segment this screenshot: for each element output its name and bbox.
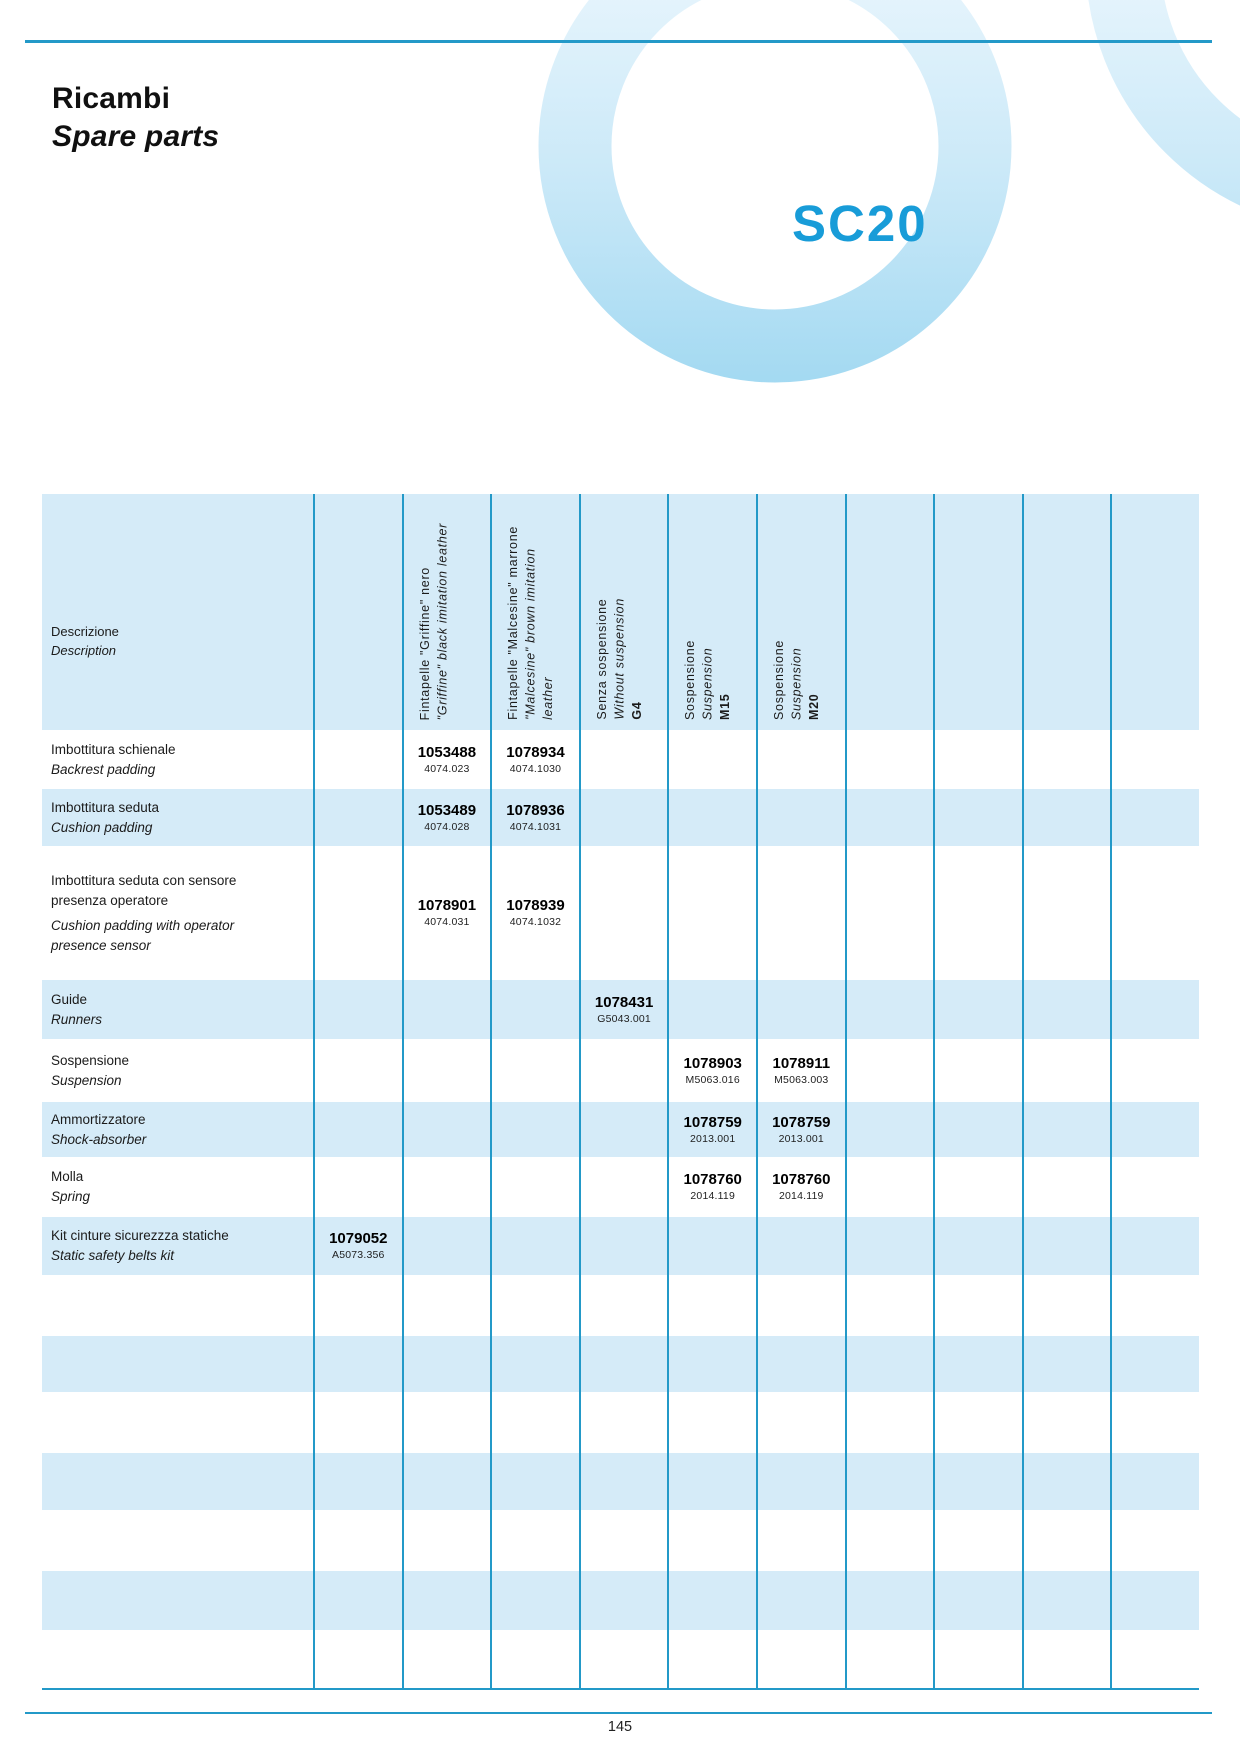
- part-number: 1078760: [772, 1171, 831, 1188]
- column-header-extra-5: [1110, 494, 1199, 730]
- part-cell: [845, 1102, 934, 1157]
- part-cell: [402, 846, 491, 980]
- part-cell: [579, 846, 668, 980]
- description-italian: Imbottitura schienale: [51, 741, 176, 757]
- part-cell: [313, 846, 402, 980]
- row-description: [42, 846, 313, 980]
- empty-cell: [402, 1571, 491, 1630]
- part-cell: [756, 846, 845, 980]
- part-cell: [845, 1217, 934, 1275]
- empty-cell: [1110, 1571, 1199, 1630]
- empty-cell: [579, 1336, 668, 1392]
- empty-cell: [490, 1510, 579, 1571]
- part-cell: [933, 1102, 1022, 1157]
- part-code: 4074.023: [424, 762, 470, 775]
- header-line: Suspension: [700, 647, 715, 720]
- part-code: 4074.1030: [509, 762, 562, 775]
- part-code: A5073.356: [331, 1249, 385, 1261]
- table-row: [42, 1157, 1199, 1217]
- empty-cell: [1022, 1453, 1111, 1510]
- ring-circle-right: [1123, 0, 1240, 195]
- row-description: [42, 730, 313, 789]
- empty-cell: [1110, 1392, 1199, 1453]
- rotated-header-text: [682, 640, 735, 720]
- part-code: 4074.031: [424, 916, 470, 928]
- part-number: 1078911: [772, 1054, 831, 1072]
- empty-cell: [490, 1392, 579, 1453]
- column-header-without-suspension-g4: [579, 494, 668, 730]
- empty-cell: [756, 1453, 845, 1510]
- empty-row: [42, 1336, 1199, 1392]
- empty-cell: [313, 1510, 402, 1571]
- empty-cell: [667, 1275, 756, 1336]
- part-cell: [756, 1102, 845, 1157]
- empty-cell: [579, 1571, 668, 1630]
- part-cell: [1110, 730, 1199, 789]
- empty-cell: [1110, 1453, 1199, 1510]
- part-cell: [1110, 846, 1199, 980]
- part-cell: [756, 1039, 845, 1102]
- part-cell: [402, 789, 491, 846]
- empty-cell: [313, 1453, 402, 1510]
- description-italian: Imbottitura seduta: [51, 799, 160, 815]
- empty-cell: [845, 1336, 934, 1392]
- empty-cell: [579, 1275, 668, 1336]
- part-cell: [490, 1102, 579, 1157]
- empty-row: [42, 1630, 1199, 1688]
- part-cell: [845, 980, 934, 1039]
- empty-cell: [42, 1453, 313, 1510]
- part-cell: [933, 1217, 1022, 1275]
- part-cell: [845, 789, 934, 846]
- part-cell: [667, 1217, 756, 1275]
- empty-cell: [667, 1630, 756, 1688]
- table-row: [42, 1039, 1199, 1102]
- row-description: [42, 1157, 313, 1217]
- column-header-malcesine-brown: [490, 494, 579, 730]
- empty-cell: [1022, 1571, 1111, 1630]
- page-number: 145: [607, 1719, 633, 1735]
- part-cell: [845, 846, 934, 980]
- rotated-header-text: [505, 526, 558, 720]
- part-cell: [1022, 1157, 1111, 1217]
- part-cell: [579, 980, 668, 1039]
- empty-cell: [756, 1275, 845, 1336]
- part-code: 4074.1031: [509, 820, 562, 833]
- description-english: Shock-absorber: [51, 1131, 147, 1147]
- empty-cell: [845, 1571, 934, 1630]
- part-cell: [667, 980, 756, 1039]
- description-english: Suspension: [51, 1072, 122, 1088]
- part-cell: [756, 980, 845, 1039]
- header-line: M15: [718, 693, 733, 720]
- part-code: M5063.016: [685, 1073, 740, 1086]
- part-code: 4074.028: [424, 820, 470, 833]
- header-line: G4: [629, 701, 644, 720]
- part-cell: [1110, 1217, 1199, 1275]
- part-cell: [313, 789, 402, 846]
- description-italian: Sospensione: [51, 1052, 130, 1068]
- part-number: 1078903: [683, 1054, 742, 1072]
- table-row: [42, 789, 1199, 846]
- part-cell: [1110, 1157, 1199, 1217]
- part-code: G5043.001: [597, 1012, 651, 1025]
- part-cell: [1022, 1217, 1111, 1275]
- table-row: [42, 846, 1199, 980]
- part-cell: [402, 1102, 491, 1157]
- empty-row: [42, 1453, 1199, 1510]
- top-rule: [25, 40, 1212, 43]
- empty-cell: [756, 1510, 845, 1571]
- header-line: "Malcesine" brown imitation: [523, 548, 538, 720]
- part-code: 2014.119: [778, 1190, 824, 1202]
- empty-row: [42, 1392, 1199, 1453]
- empty-cell: [402, 1336, 491, 1392]
- empty-cell: [313, 1571, 402, 1630]
- part-number: 1053489: [417, 801, 477, 819]
- description-italian: presenza operatore: [51, 892, 169, 908]
- description-header-english: Description: [51, 643, 117, 658]
- empty-cell: [756, 1336, 845, 1392]
- empty-cell: [42, 1510, 313, 1571]
- parts-table: [42, 494, 1199, 1690]
- empty-cell: [667, 1392, 756, 1453]
- table-row: [42, 730, 1199, 789]
- empty-cell: [42, 1275, 313, 1336]
- empty-cell: [579, 1630, 668, 1688]
- part-number: 1078934: [506, 743, 565, 761]
- empty-cell: [933, 1630, 1022, 1688]
- empty-cell: [933, 1510, 1022, 1571]
- empty-cell: [313, 1275, 402, 1336]
- empty-cell: [313, 1392, 402, 1453]
- part-cell: [933, 980, 1022, 1039]
- empty-row: [42, 1571, 1199, 1630]
- description-english: Runners: [51, 1011, 103, 1027]
- empty-cell: [42, 1392, 313, 1453]
- empty-cell: [667, 1571, 756, 1630]
- empty-cell: [402, 1510, 491, 1571]
- part-cell: [402, 1157, 491, 1217]
- description-english: Backrest padding: [51, 761, 156, 777]
- part-cell: [313, 980, 402, 1039]
- header-line: Fintapelle "Malcesine" marrone: [506, 526, 521, 720]
- empty-cell: [845, 1630, 934, 1688]
- empty-cell: [756, 1392, 845, 1453]
- part-cell: [667, 1102, 756, 1157]
- part-cell: [490, 730, 579, 789]
- empty-cell: [490, 1630, 579, 1688]
- empty-cell: [845, 1453, 934, 1510]
- description-english: Static safety belts kit: [51, 1248, 175, 1263]
- part-cell: [402, 1217, 491, 1275]
- ring-circle-left: [575, 0, 975, 346]
- part-cell: [1022, 846, 1111, 980]
- part-number: 1078760: [683, 1171, 742, 1188]
- part-cell: [933, 1157, 1022, 1217]
- description-italian: Kit cinture sicurezzza statiche: [51, 1228, 229, 1243]
- model-code: SC20: [792, 195, 928, 252]
- page-title-italian: Ricambi: [52, 82, 171, 115]
- part-cell: [313, 730, 402, 789]
- column-header-extra-1: [313, 494, 402, 730]
- table-header-row: [42, 494, 1199, 730]
- empty-cell: [490, 1571, 579, 1630]
- description-english: Cushion padding: [51, 819, 153, 835]
- column-header-suspension-m15: [667, 494, 756, 730]
- empty-cell: [42, 1336, 313, 1392]
- part-number: 1079052: [329, 1230, 388, 1247]
- column-header-suspension-m20: [756, 494, 845, 730]
- part-cell: [1110, 1102, 1199, 1157]
- description-header-italian: Descrizione: [51, 624, 119, 639]
- part-cell: [313, 1157, 402, 1217]
- part-cell: [579, 730, 668, 789]
- empty-cell: [402, 1630, 491, 1688]
- row-description: [42, 980, 313, 1039]
- part-cell: [313, 1217, 402, 1275]
- empty-cell: [667, 1336, 756, 1392]
- empty-cell: [933, 1392, 1022, 1453]
- empty-cell: [1022, 1392, 1111, 1453]
- part-cell: [490, 1157, 579, 1217]
- header-line: Sospensione: [771, 640, 786, 720]
- part-cell: [845, 1157, 934, 1217]
- part-cell: [1110, 789, 1199, 846]
- part-cell: [402, 1039, 491, 1102]
- empty-cell: [402, 1453, 491, 1510]
- table-row: [42, 1102, 1199, 1157]
- bottom-rule: [25, 1712, 1212, 1714]
- empty-cell: [845, 1392, 934, 1453]
- empty-cell: [490, 1275, 579, 1336]
- part-cell: [579, 1217, 668, 1275]
- description-italian: Ammortizzatore: [51, 1111, 146, 1127]
- part-cell: [933, 730, 1022, 789]
- part-number: 1053488: [417, 743, 477, 761]
- part-cell: [579, 1157, 668, 1217]
- empty-cell: [933, 1453, 1022, 1510]
- part-cell: [402, 730, 491, 789]
- part-cell: [1110, 980, 1199, 1039]
- header-line: Without suspension: [612, 598, 627, 720]
- empty-cell: [845, 1510, 934, 1571]
- rotated-header-text: [594, 598, 647, 720]
- description-italian: Guide: [51, 991, 88, 1007]
- empty-cell: [313, 1630, 402, 1688]
- empty-cell: [667, 1453, 756, 1510]
- description-english: presence sensor: [51, 937, 151, 953]
- rotated-header-text: [771, 640, 824, 720]
- header-line: Fintapelle "Griffine" nero: [417, 566, 432, 720]
- empty-cell: [490, 1453, 579, 1510]
- empty-cell: [667, 1510, 756, 1571]
- part-cell: [756, 730, 845, 789]
- part-cell: [667, 789, 756, 846]
- empty-cell: [579, 1453, 668, 1510]
- column-header-griffine-black: [402, 494, 491, 730]
- part-cell: [756, 789, 845, 846]
- row-description: [42, 789, 313, 846]
- part-cell: [1022, 1102, 1111, 1157]
- part-cell: [667, 1157, 756, 1217]
- empty-cell: [933, 1336, 1022, 1392]
- empty-row: [42, 1275, 1199, 1336]
- empty-cell: [1110, 1275, 1199, 1336]
- part-cell: [490, 789, 579, 846]
- part-cell: [756, 1157, 845, 1217]
- empty-cell: [756, 1571, 845, 1630]
- part-cell: [402, 980, 491, 1039]
- part-code: 2014.119: [690, 1190, 735, 1202]
- part-code: 2013.001: [689, 1132, 736, 1145]
- empty-row: [42, 1510, 1199, 1571]
- description-english: Spring: [51, 1189, 91, 1204]
- part-number: 1078431: [594, 993, 654, 1011]
- empty-cell: [313, 1336, 402, 1392]
- column-header-extra-2: [845, 494, 934, 730]
- table-row: [42, 1217, 1199, 1275]
- rotated-header-text: [417, 523, 452, 720]
- part-cell: [1110, 1039, 1199, 1102]
- empty-cell: [1110, 1510, 1199, 1571]
- part-number: 1078759: [683, 1113, 742, 1131]
- row-description: [42, 1102, 313, 1157]
- table-row: [42, 980, 1199, 1039]
- part-number: 1078901: [417, 897, 477, 914]
- part-cell: [933, 1039, 1022, 1102]
- empty-cell: [579, 1510, 668, 1571]
- header-line: "Griffine" black imitation leather: [435, 522, 450, 720]
- part-cell: [845, 730, 934, 789]
- part-number: 1078939: [506, 897, 565, 914]
- part-code: M5063.003: [774, 1073, 829, 1086]
- empty-cell: [1022, 1630, 1111, 1688]
- header-line: leather: [541, 676, 556, 720]
- header-line: Sospensione: [683, 640, 698, 720]
- empty-cell: [933, 1275, 1022, 1336]
- part-number: 1078936: [506, 801, 565, 819]
- empty-cell: [402, 1275, 491, 1336]
- part-cell: [579, 789, 668, 846]
- row-description: [42, 1039, 313, 1102]
- part-cell: [933, 789, 1022, 846]
- part-cell: [490, 1217, 579, 1275]
- part-cell: [490, 980, 579, 1039]
- column-header-description: [42, 494, 313, 730]
- part-cell: [933, 846, 1022, 980]
- part-cell: [579, 1102, 668, 1157]
- part-cell: [1022, 730, 1111, 789]
- part-cell: [756, 1217, 845, 1275]
- part-cell: [313, 1039, 402, 1102]
- part-cell: [1022, 980, 1111, 1039]
- part-cell: [667, 730, 756, 789]
- description-italian: Molla: [51, 1169, 84, 1184]
- part-cell: [490, 846, 579, 980]
- header-line: M20: [806, 693, 821, 720]
- header-line: Suspension: [789, 647, 804, 720]
- empty-cell: [756, 1630, 845, 1688]
- part-number: 1078759: [772, 1113, 831, 1131]
- empty-cell: [42, 1571, 313, 1630]
- empty-cell: [1110, 1630, 1199, 1688]
- part-cell: [313, 1102, 402, 1157]
- part-cell: [845, 1039, 934, 1102]
- description-italian: Imbottitura seduta con sensore: [51, 872, 237, 888]
- part-cell: [667, 1039, 756, 1102]
- part-cell: [490, 1039, 579, 1102]
- empty-cell: [1022, 1275, 1111, 1336]
- empty-cell: [1022, 1336, 1111, 1392]
- empty-cell: [490, 1336, 579, 1392]
- column-header-extra-3: [933, 494, 1022, 730]
- empty-cell: [1022, 1510, 1111, 1571]
- description-english: Cushion padding with operator: [51, 917, 235, 933]
- row-description: [42, 1217, 313, 1275]
- column-header-extra-4: [1022, 494, 1111, 730]
- empty-cell: [402, 1392, 491, 1453]
- page-title-english: Spare parts: [52, 120, 220, 153]
- empty-cell: [42, 1630, 313, 1688]
- empty-cell: [579, 1392, 668, 1453]
- part-cell: [1022, 789, 1111, 846]
- part-cell: [667, 846, 756, 980]
- empty-cell: [845, 1275, 934, 1336]
- part-cell: [579, 1039, 668, 1102]
- part-code: 2013.001: [778, 1132, 824, 1145]
- header-line: Senza sospensione: [594, 598, 609, 720]
- part-cell: [1022, 1039, 1111, 1102]
- empty-cell: [1110, 1336, 1199, 1392]
- part-code: 4074.1032: [509, 916, 562, 928]
- empty-cell: [933, 1571, 1022, 1630]
